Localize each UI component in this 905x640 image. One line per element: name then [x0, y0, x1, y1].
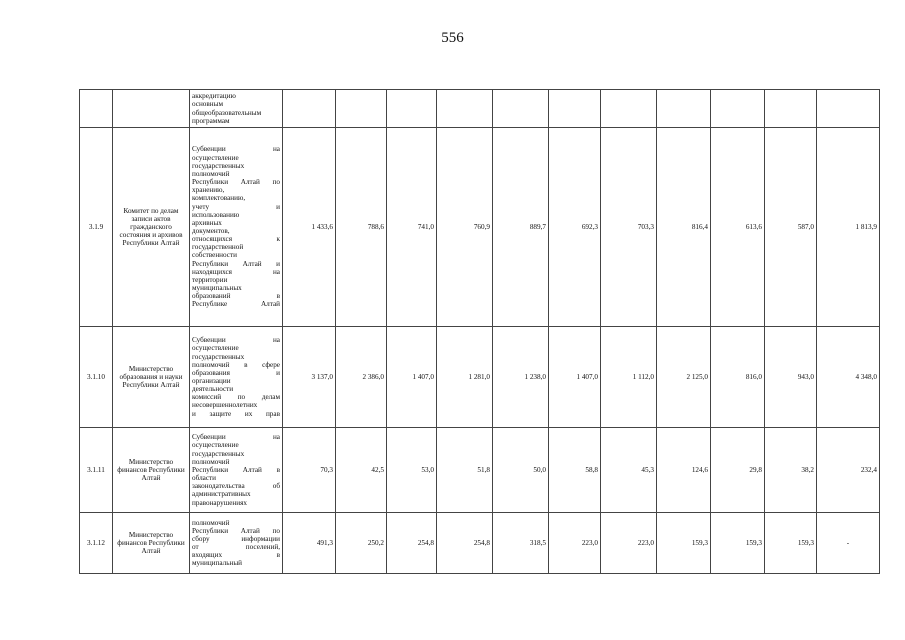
description-line: полномочий [192, 518, 230, 527]
description-line: Республике Алтай [192, 300, 280, 309]
value-cell: 1 407,0 [387, 327, 437, 428]
value-cell: 232,4 [817, 428, 880, 513]
description-line: относящихся к [192, 235, 280, 244]
value-cell: 692,3 [549, 128, 601, 327]
value-cell: 741,0 [387, 128, 437, 327]
value-cell: 1 433,6 [283, 128, 336, 327]
value-cell: 816,4 [657, 128, 711, 327]
row-code: 3.1.9 [80, 128, 113, 327]
value-cell: - [817, 513, 880, 574]
description-line: аккредитацию [192, 92, 236, 101]
value-cell: 58,8 [549, 428, 601, 513]
description-line: комиссий по делам [192, 393, 280, 402]
description-line: государственных [192, 161, 245, 170]
value-cell [283, 90, 336, 128]
description-line: комплектованию, [192, 194, 246, 203]
value-cell: 70,3 [283, 428, 336, 513]
value-cell [765, 90, 817, 128]
page-number: 556 [441, 30, 464, 46]
description-line: документов, [192, 227, 230, 235]
table-row [80, 128, 880, 327]
value-cell: 703,3 [601, 128, 657, 327]
description-line: территории [192, 275, 228, 284]
value-cell: 250,2 [336, 513, 387, 574]
value-cell: 159,3 [765, 513, 817, 574]
value-cell: 29,8 [711, 428, 765, 513]
description-line: полномочий [192, 169, 230, 178]
description-line: Республики Алтай в [192, 465, 280, 474]
description-line: Субвенции на [192, 433, 280, 442]
value-cell: 2 125,0 [657, 327, 711, 428]
description-line: организации [192, 377, 231, 385]
value-cell [711, 90, 765, 128]
value-cell [493, 90, 549, 128]
description-line: области [192, 474, 217, 483]
table-row [80, 327, 880, 428]
value-cell: 38,2 [765, 428, 817, 513]
budget-table [79, 89, 880, 574]
value-cell: 223,0 [601, 513, 657, 574]
description-line: образований в [192, 292, 280, 301]
value-cell: 2 386,0 [336, 327, 387, 428]
value-cell: 816,0 [711, 327, 765, 428]
description-line: осуществление [192, 441, 239, 450]
description-line: деятельности [192, 385, 234, 394]
value-cell: 1 813,9 [817, 128, 880, 327]
value-cell: 42,5 [336, 428, 387, 513]
description-line: находящихся на [192, 267, 280, 276]
description-line: полномочий в сфере [192, 360, 280, 369]
value-cell: 3 137,0 [283, 327, 336, 428]
description-line: хранению, [192, 186, 225, 195]
row-code [80, 90, 113, 128]
description-line: Республики Алтай по [192, 178, 280, 187]
value-cell: 1 238,0 [493, 327, 549, 428]
description-line: осуществление [192, 344, 239, 353]
description-line: и защите их прав [192, 409, 280, 418]
value-cell: 159,3 [711, 513, 765, 574]
value-cell [437, 90, 493, 128]
row-organization: Комитет по делам записи актов гражданского состояния и архивов Республики Алтай [113, 128, 190, 327]
description-line: собственности [192, 251, 237, 260]
value-cell [601, 90, 657, 128]
row-code: 3.1.11 [80, 428, 113, 513]
description-line: административных [192, 490, 251, 499]
description-line: Субвенции на [192, 145, 280, 154]
description-line: общеобразовательным [192, 108, 262, 117]
description-line: Республики Алтай и [192, 259, 280, 268]
value-cell: 788,6 [336, 128, 387, 327]
value-cell: 124,6 [657, 428, 711, 513]
value-cell [817, 90, 880, 128]
row-code: 3.1.10 [80, 327, 113, 428]
description-line: программам [192, 116, 230, 125]
row-description [190, 128, 283, 327]
value-cell: 1 112,0 [601, 327, 657, 428]
description-line: осуществление [192, 153, 239, 162]
value-cell: 318,5 [493, 513, 549, 574]
description-line: государственной [192, 243, 244, 252]
description-line: Субвенции на [192, 336, 280, 345]
table-row [80, 90, 880, 128]
description-line: входящих в [192, 551, 280, 560]
description-line: несовершеннолетних [192, 401, 258, 410]
table-row [80, 513, 880, 574]
value-cell: 4 348,0 [817, 327, 880, 428]
value-cell [336, 90, 387, 128]
description-line: законодательства об [192, 482, 280, 491]
row-description [190, 90, 283, 128]
description-line: учету и [192, 202, 280, 211]
row-organization [113, 90, 190, 128]
value-cell: 587,0 [765, 128, 817, 327]
description-line: Республики Алтай по [192, 526, 280, 535]
value-cell: 760,9 [437, 128, 493, 327]
description-line: основным [192, 100, 224, 109]
value-cell: 1 281,0 [437, 327, 493, 428]
value-cell: 254,8 [387, 513, 437, 574]
description-line: сбору информации [192, 534, 280, 543]
value-cell: 943,0 [765, 327, 817, 428]
row-organization: Министерство образования и науки Республики Алтай [113, 327, 190, 428]
value-cell [657, 90, 711, 128]
description-line: правонарушениях [192, 498, 248, 507]
description-line: муниципальный [192, 559, 243, 568]
row-organization: Министерство финансов Республики Алтай [113, 428, 190, 513]
value-cell [387, 90, 437, 128]
description-line: государственных [192, 352, 245, 361]
description-line: архивных [192, 218, 222, 227]
value-cell: 254,8 [437, 513, 493, 574]
value-cell [549, 90, 601, 128]
value-cell: 613,6 [711, 128, 765, 327]
row-description [190, 513, 283, 574]
row-description [190, 327, 283, 428]
description-line: образования и [192, 368, 280, 377]
value-cell: 159,3 [657, 513, 711, 574]
description-line: полномочий [192, 457, 230, 466]
value-cell: 51,8 [437, 428, 493, 513]
description-line: использованию [192, 210, 240, 219]
value-cell: 45,3 [601, 428, 657, 513]
row-organization: Министерство финансов Республики Алтай [113, 513, 190, 574]
table-row [80, 428, 880, 513]
description-line: государственных [192, 449, 245, 458]
description-line: муниципальных [192, 284, 242, 293]
description-line: от поселений, [192, 543, 280, 551]
value-cell: 491,3 [283, 513, 336, 574]
table-body [80, 90, 880, 574]
value-cell: 1 407,0 [549, 327, 601, 428]
value-cell: 50,0 [493, 428, 549, 513]
row-description [190, 428, 283, 513]
value-cell: 223,0 [549, 513, 601, 574]
value-cell: 889,7 [493, 128, 549, 327]
row-code: 3.1.12 [80, 513, 113, 574]
value-cell: 53,0 [387, 428, 437, 513]
